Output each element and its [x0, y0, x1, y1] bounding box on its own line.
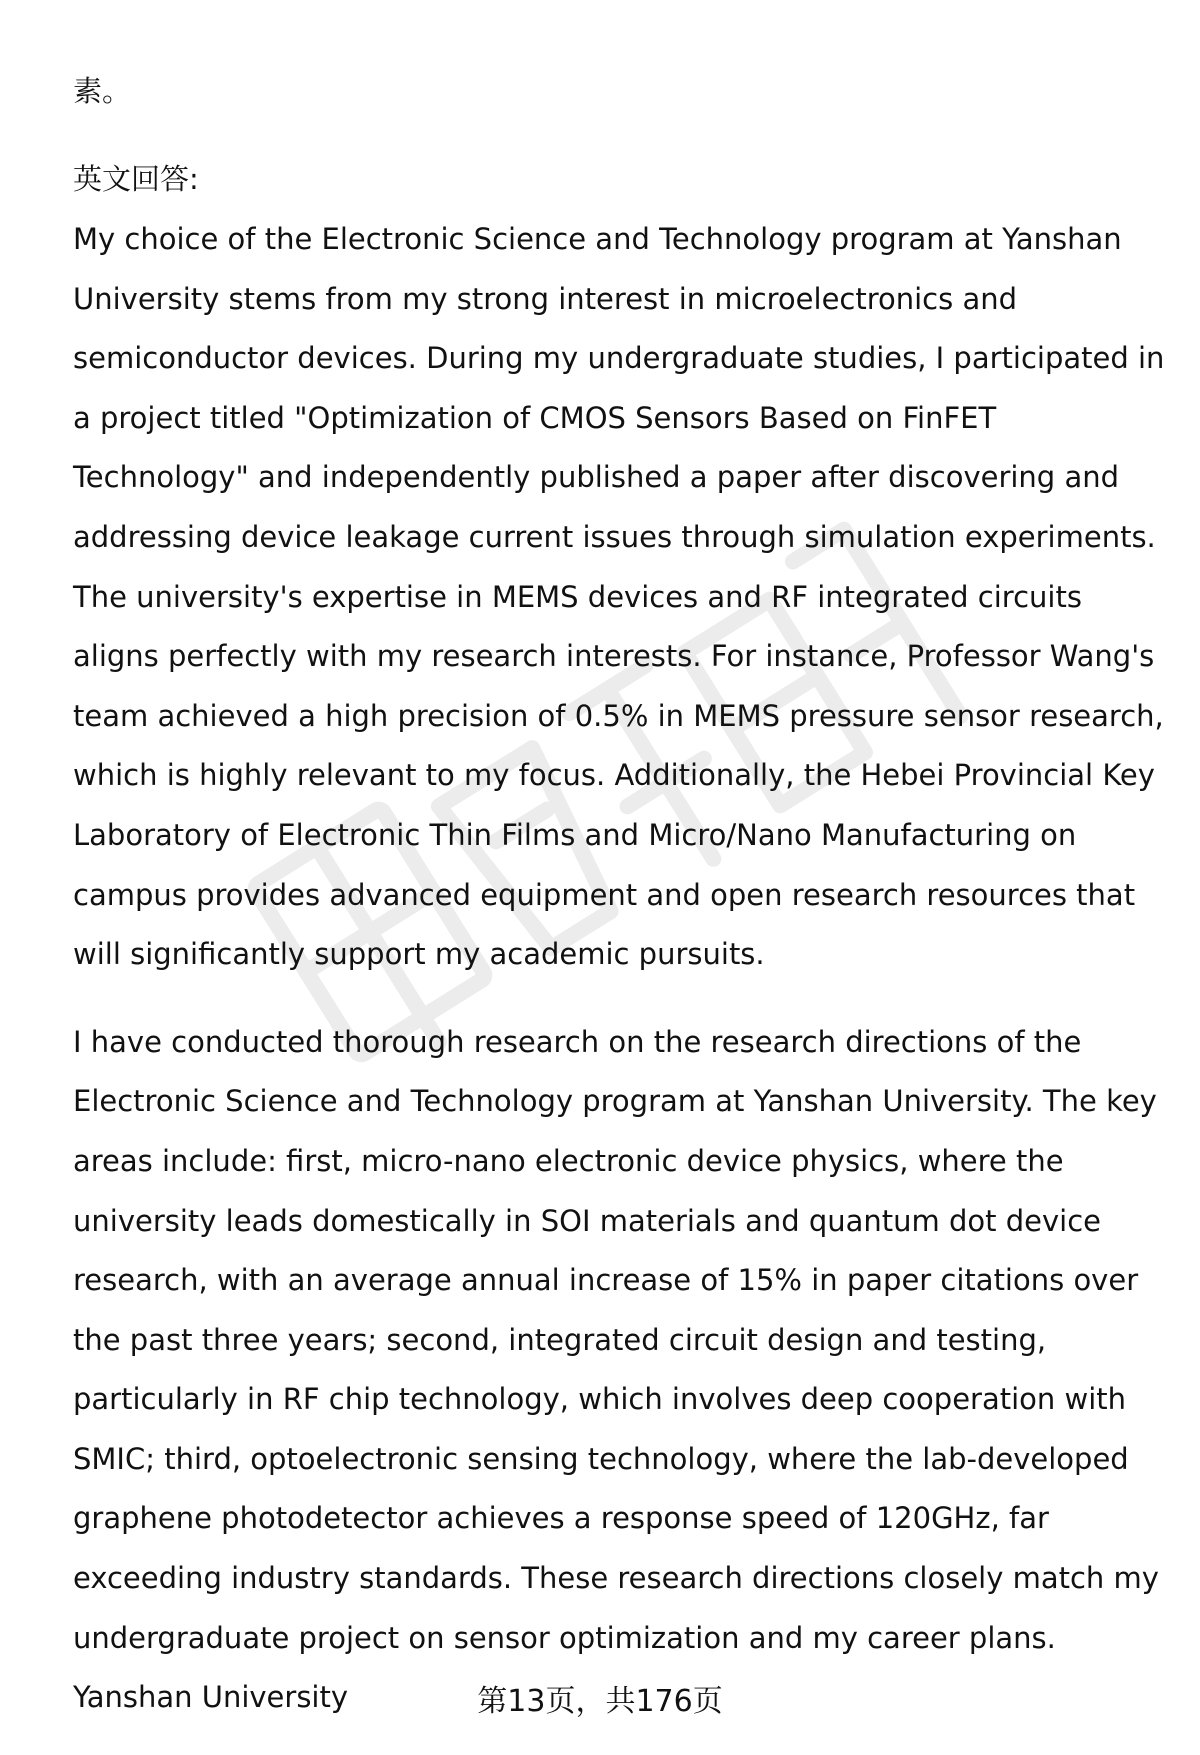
paragraph-research-directions: I have conducted thorough research on the research directions of the Electronic Science and Technology program at Yanshan University. The key areas include: first, micro-nano electronic device physics, where the university leads domestically in SOI materials and quantum dot device research, with an average annual increase of 15% in paper citations over the past three years; second, integrated circuit design and testing, particularly in RF chip technology, which involves deep cooperation with SMIC; third, optoelectronic sensing technology, where the lab-developed graphene photodetector achieves a response speed of 120GHz, far exceeding industry standards. These research directions closely match my undergraduate project on sensor optimization and my career plans. Yanshan University: [73, 1024, 1159, 1715]
continuation-text: 素。: [73, 74, 132, 108]
page-number-footer: 第13页，共176页: [477, 1684, 723, 1719]
paragraph-program-choice: My choice of the Electronic Science and Technology program at Yanshan University stems from my strong interest in microelectronics and semiconductor devices. During my undergraduate studies, I participated in a project titled "Optimization of CMOS Sensors Based on FinFET Technology" and independently published a paper after discovering and addressing device leakage current issues through simulation experiments. The university's expertise in MEMS devices and RF integrated circuits aligns perfectly with my research interests. For instance, Professor Wang's team achieved a high precision of 0.5% in MEMS pressure sensor research, which is highly relevant to my focus. Additionally, the Hebei Provincial Key Laboratory of Electronic Thin Films and Micro/Nano Manufacturing on campus provides advanced equipment and open research resources that will significantly support my academic pursuits.: [73, 222, 1165, 972]
document-body: [73, 62, 1165, 1728]
answer-label: 英文回答:: [73, 162, 199, 196]
